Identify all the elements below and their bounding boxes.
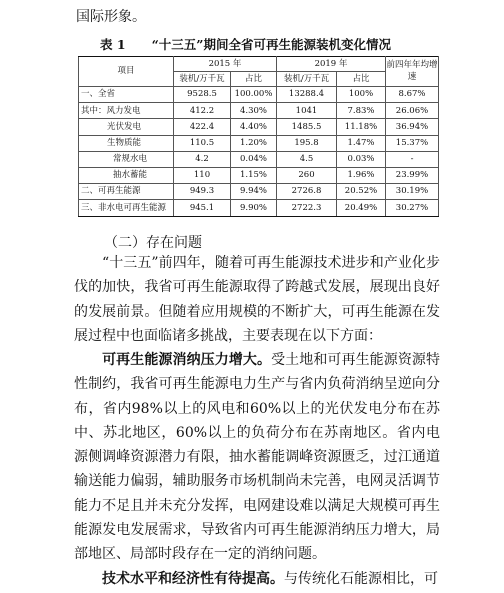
cell-share-2019: 7.83% [337, 103, 386, 119]
cell-share-2015: 0.04% [231, 151, 277, 167]
cell-share-2015: 9.90% [231, 200, 277, 216]
cell-share-2019: 1.47% [337, 135, 386, 151]
row-label: 抽水蓄能 [79, 167, 174, 183]
header-capacity-2015: 装机/万千瓦 [174, 72, 231, 87]
row-label: 生物质能 [79, 135, 174, 151]
cell-share-2019: 11.18% [337, 119, 386, 135]
cell-share-2019: 100% [337, 87, 386, 103]
header-item: 项目 [79, 57, 174, 87]
cell-share-2015: 1.15% [231, 167, 277, 183]
cell-growth: 30.19% [386, 184, 439, 200]
row-label: 三、非水电可再生能源 [79, 200, 174, 216]
cell-capacity-2019: 13288.4 [277, 87, 337, 103]
cell-capacity-2015: 110 [174, 167, 231, 183]
cell-share-2015: 4.40% [231, 119, 277, 135]
table-row [79, 87, 439, 103]
paragraph-heading: 可再生能源消纳压力增大。 [102, 352, 272, 368]
cell-capacity-2019: 2726.8 [277, 184, 337, 200]
table-row [79, 135, 439, 151]
cell-capacity-2015: 110.5 [174, 135, 231, 151]
header-2015: 2015 年 [174, 57, 277, 72]
table-row [79, 200, 439, 216]
preceding-text-line: 国际形象。 [76, 9, 146, 25]
cell-growth: 8.67% [386, 87, 439, 103]
cell-capacity-2019: 1041 [277, 103, 337, 119]
row-label: 其中：风力发电 [79, 103, 174, 119]
cell-capacity-2015: 9528.5 [174, 87, 231, 103]
table-row [79, 167, 439, 183]
row-label: 一、全省 [79, 87, 174, 103]
row-label: 二、可再生能源 [79, 184, 174, 200]
table-caption-title: “十三五”期间全省可再生能源装机变化情况 [151, 37, 391, 52]
header-2019: 2019 年 [277, 57, 386, 72]
paragraph-body: 受土地和可再生能源资源特性制约，我省可再生能源电力生产与省内负荷消纳呈逆向分布，省内98%以上的风电和60%以上的光伏发电分布在苏中、苏北地区，60%以上的负荷分布在苏南地区。省内电源侧调峰资源潜力有限，抽水蓄能调峰资源匮乏，过江通道输送能力偏弱，辅助服务市场机制尚未完善，电网灵活调节能力不足且并未充分发挥，电网建设难以满足大规模可再生能源发电发展需求，导致省内可再生能源消纳压力增大，局部地区、局部时段存在一定的消纳问题。 [74, 352, 441, 563]
header-share-2019: 占比 [337, 72, 386, 87]
cell-growth: 30.27% [386, 200, 439, 216]
cell-capacity-2019: 195.8 [277, 135, 337, 151]
cell-growth: 23.99% [386, 167, 439, 183]
table-row [79, 184, 439, 200]
cell-share-2015: 100.00% [231, 87, 277, 103]
cell-share-2015: 9.94% [231, 184, 277, 200]
section-heading: （二）存在问题 [104, 235, 202, 251]
header-growth: 前四年年均增速 [386, 57, 439, 87]
cell-growth: 26.06% [386, 103, 439, 119]
cell-share-2019: 1.96% [337, 167, 386, 183]
cell-share-2015: 1.20% [231, 135, 277, 151]
cell-growth: 36.94% [386, 119, 439, 135]
cell-share-2019: 20.49% [337, 200, 386, 216]
row-label: 光伏发电 [79, 119, 174, 135]
table-row [79, 119, 439, 135]
cell-share-2019: 20.52% [337, 184, 386, 200]
cell-capacity-2015: 412.2 [174, 103, 231, 119]
cell-share-2015: 4.30% [231, 103, 277, 119]
table-caption [100, 35, 391, 53]
paragraph-intro-text: “十三五”前四年，随着可再生能源技术进步和产业化步伐的加快，我省可再生能源取得了跨越式发展，展现出良好的发展前景。但随着应用规模的不断扩大，可再生能源在发展过程中也面临诸多挑战，主要表现在以下方面： [74, 255, 440, 344]
paragraph-intro [74, 251, 440, 348]
table-caption-number: 表 1 [100, 37, 126, 52]
cell-capacity-2019: 260 [277, 167, 337, 183]
cell-capacity-2019: 2722.3 [277, 200, 337, 216]
cell-capacity-2019: 4.5 [277, 151, 337, 167]
header-share-2015: 占比 [231, 72, 277, 87]
cell-capacity-2015: 422.4 [174, 119, 231, 135]
header-capacity-2019: 装机/万千瓦 [277, 72, 337, 87]
cell-capacity-2019: 1485.5 [277, 119, 337, 135]
capacity-table [78, 56, 439, 217]
cell-capacity-2015: 945.1 [174, 200, 231, 216]
cell-growth: 15.37% [386, 135, 439, 151]
table-row [79, 151, 439, 167]
row-label: 常规水电 [79, 151, 174, 167]
paragraph-technology [74, 567, 440, 591]
paragraph-consumption-pressure [74, 348, 440, 567]
cell-capacity-2015: 949.3 [174, 184, 231, 200]
table-row [79, 103, 439, 119]
cell-capacity-2015: 4.2 [174, 151, 231, 167]
paragraph-body: 与传统化石能源相比，可 [284, 571, 438, 587]
cell-share-2019: 0.03% [337, 151, 386, 167]
cell-growth: - [386, 151, 439, 167]
paragraph-heading: 技术水平和经济性有待提高。 [102, 571, 284, 587]
